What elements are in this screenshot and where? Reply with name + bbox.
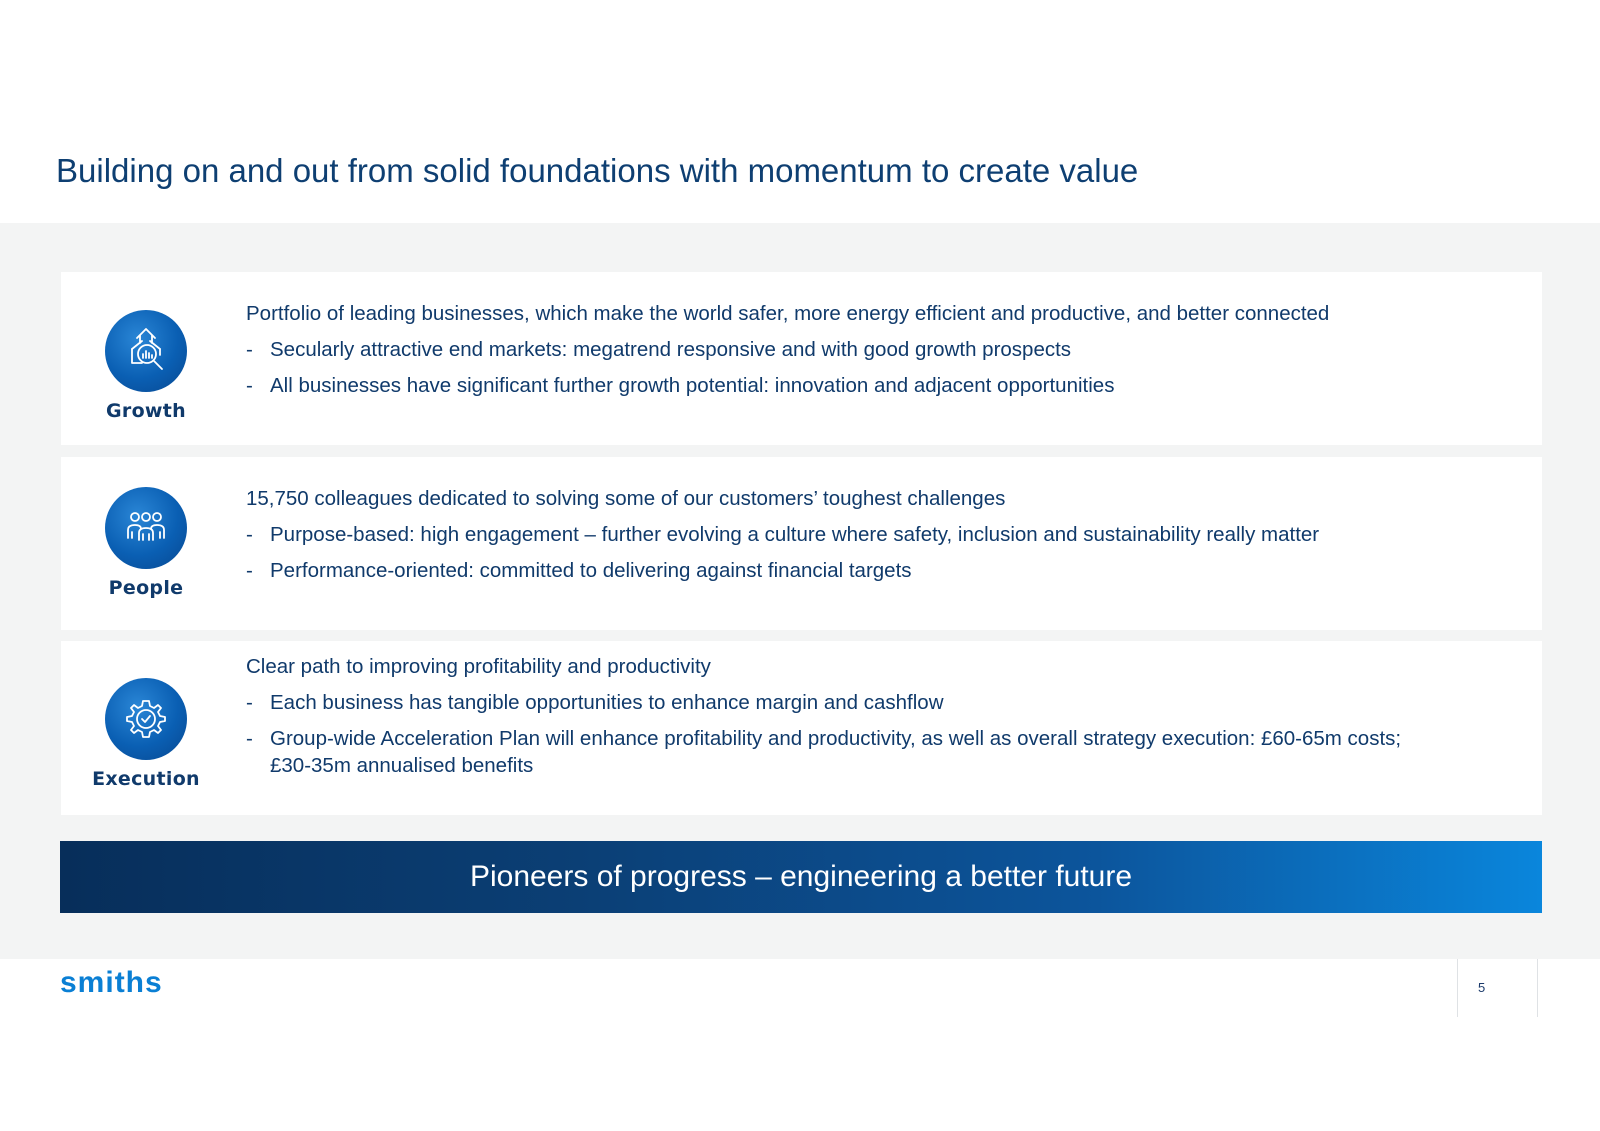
slide-title: Building on and out from solid foundations with momentum to create value	[56, 152, 1139, 189]
pillar-text-people	[246, 485, 1422, 593]
list-item	[246, 557, 1422, 585]
bullet-text: Each business has tangible opportunities to enhance margin and cashflow	[270, 691, 944, 714]
bullet-text: Secularly attractive end markets: megatrend responsive and with good growth prospects	[270, 338, 1072, 361]
list-item	[246, 336, 1422, 364]
bullet-dash: -	[246, 338, 253, 361]
pillar-people	[91, 487, 201, 599]
bullet-text: All businesses have significant further growth potential: innovation and adjacent opportunities	[270, 374, 1115, 397]
pillar-lead-execution: Clear path to improving profitability and productivity	[246, 655, 711, 678]
tagline-banner	[60, 841, 1542, 913]
list-item	[246, 689, 1422, 717]
people-group-icon	[105, 487, 187, 569]
pillar-label-people: People	[108, 577, 184, 599]
pillar-execution	[91, 678, 201, 790]
logo-text: smiths	[60, 967, 163, 999]
pillar-card-people	[61, 457, 1542, 630]
bullet-text: Group-wide Acceleration Plan will enhance profitability and productivity, as well as overall strategy execution: £60-65m costs; £30-35m annualised benefits	[270, 727, 1402, 777]
bullet-dash: -	[246, 523, 253, 546]
page-number: 5	[1478, 980, 1486, 995]
pillar-text-growth	[246, 300, 1422, 408]
bullet-dash: -	[246, 559, 253, 582]
bullet-dash: -	[246, 727, 253, 750]
pillar-lead-growth: Portfolio of leading businesses, which make the world safer, more energy efficient and productive, and better connected	[246, 302, 1330, 325]
pillar-label-growth: Growth	[106, 400, 186, 422]
pillar-text-execution	[246, 653, 1422, 787]
pillar-card-growth	[61, 272, 1542, 445]
pillar-card-execution	[61, 641, 1542, 815]
growth-analytics-icon	[105, 310, 187, 392]
smiths-logo	[60, 967, 180, 1001]
footer-divider	[1457, 959, 1458, 1017]
bullet-text: Performance-oriented: committed to delivering against financial targets	[270, 559, 912, 582]
list-item	[246, 372, 1422, 400]
pillar-lead-people: 15,750 colleagues dedicated to solving some of our customers’ toughest challenges	[246, 487, 1006, 510]
footer-divider	[1537, 959, 1538, 1017]
bullet-text: Purpose-based: high engagement – further evolving a culture where safety, inclusion and sustainability really matter	[270, 523, 1320, 546]
bullet-dash: -	[246, 374, 253, 397]
list-item	[246, 521, 1422, 549]
pillar-growth	[91, 310, 201, 422]
bullet-dash: -	[246, 691, 253, 714]
pillar-label-execution: Execution	[92, 768, 200, 790]
gear-check-icon	[105, 678, 187, 760]
tagline-text: Pioneers of progress – engineering a better future	[469, 860, 1133, 893]
list-item	[246, 725, 1422, 779]
